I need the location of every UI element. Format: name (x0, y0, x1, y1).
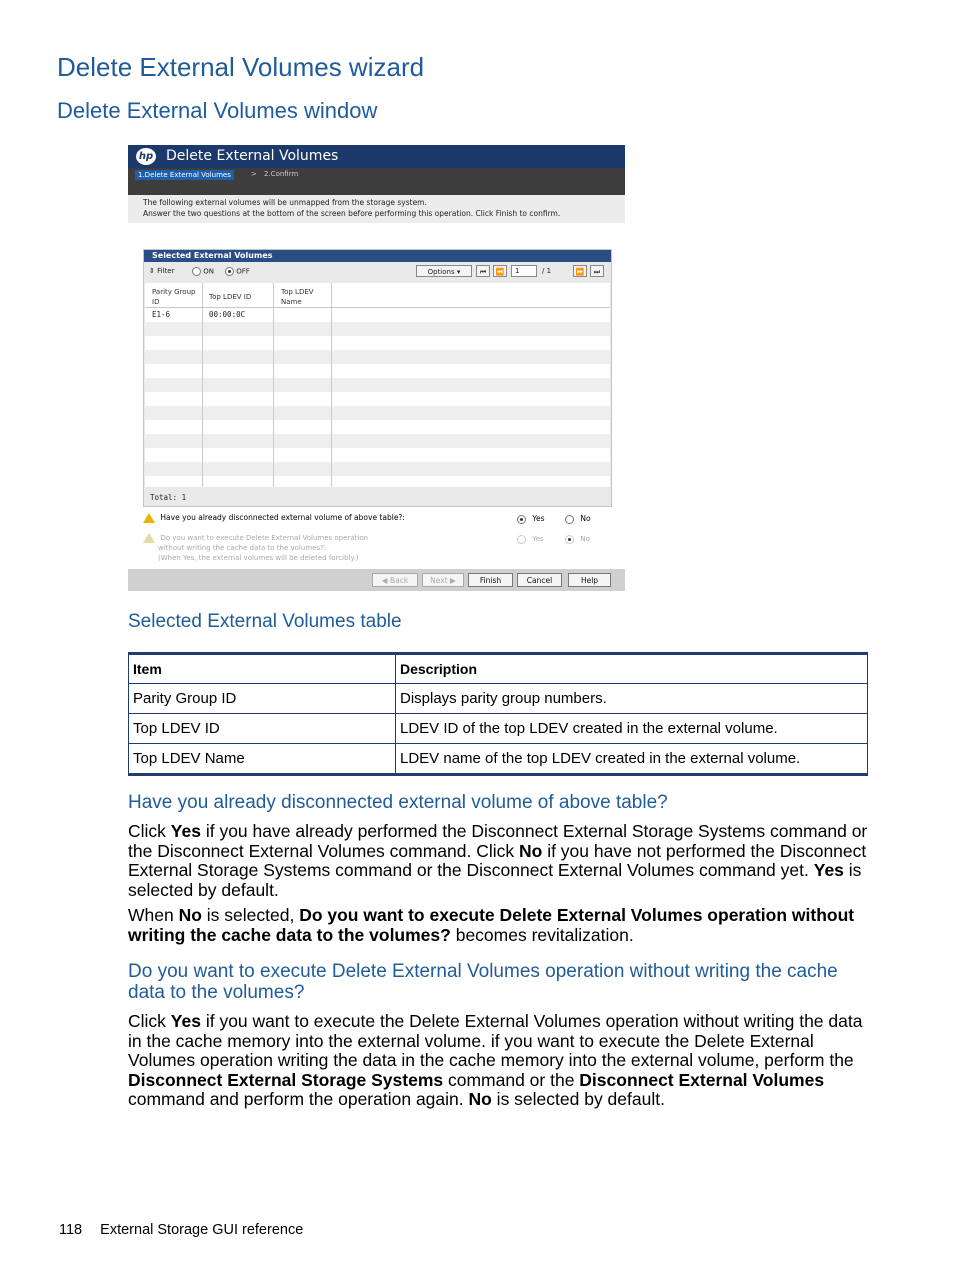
q1-paragraph-1 (128, 822, 868, 900)
filter-on-radio[interactable] (192, 267, 214, 276)
filter-off-label: OFF (236, 267, 250, 276)
panel-title: Selected External Volumes (144, 250, 611, 262)
panel-toolbar (144, 263, 611, 281)
q1-yes-radio[interactable] (517, 514, 545, 524)
help-button[interactable]: Help (568, 573, 611, 587)
footer-text: External Storage GUI reference (100, 1222, 304, 1238)
next-label: Next (430, 576, 448, 585)
bold-text: Do you want to execute Delete External Volumes operation without writing the cache data to the volumes? (128, 905, 855, 945)
page-number: 118 (59, 1222, 83, 1238)
back-icon: ◀ (381, 576, 388, 585)
q1-heading: Have you already disconnected external volume of above table? (128, 792, 668, 813)
description-cell: LDEV name of the top LDEV created in the external volume. (396, 744, 868, 775)
q2-yes-radio[interactable] (517, 534, 544, 544)
page-count: / 1 (542, 267, 552, 275)
header-top-ldev-id[interactable]: Top LDEV ID (209, 293, 252, 301)
cell-top-ldev-id: 00:00:0C (209, 310, 246, 319)
radio-icon (565, 515, 574, 524)
filter-toggle[interactable] (149, 267, 174, 275)
header-description: Description (396, 654, 868, 684)
question-2-line-2: without writing the cache data to the volumes?: (158, 544, 327, 552)
header-top-ldev-name[interactable]: Top LDEV Name (281, 288, 314, 306)
radio-selected-icon (517, 515, 526, 524)
delete-external-volumes-dialog (128, 145, 625, 591)
step-separator: > (251, 170, 257, 178)
finish-button[interactable]: Finish (468, 573, 513, 587)
dialog-footer (128, 569, 625, 591)
text: if you have not performed the Disconnect External Storage Systems command or the Disconnect External Volumes command yet. (128, 840, 867, 880)
q1-no-radio[interactable] (565, 514, 591, 524)
page-number-input[interactable]: 1 (511, 265, 537, 277)
table-row (129, 714, 868, 744)
reference-table (128, 652, 868, 776)
column-divider (203, 283, 274, 487)
column-divider (145, 283, 203, 487)
q2-yes-label: Yes (532, 535, 544, 543)
bold-text: Disconnect External Storage Systems (128, 1069, 444, 1090)
text: is selected, (201, 905, 300, 925)
q1-no-label: No (580, 514, 591, 523)
warning-icon (143, 533, 155, 543)
filter-label: Filter (157, 267, 175, 275)
radio-icon (192, 267, 201, 276)
bold-text: Disconnect External Volumes (579, 1069, 825, 1090)
info-line-2: Answer the two questions at the bottom of the screen before performing this operation. Click Finish to confirm. (143, 209, 561, 218)
item-cell: Top LDEV Name (129, 744, 396, 775)
section-title: Delete External Volumes window (57, 98, 378, 123)
bold-text: Yes (813, 860, 844, 880)
info-line-1: The following external volumes will be unmapped from the storage system. (143, 198, 427, 207)
filter-off-radio[interactable] (225, 267, 250, 276)
text: is selected by default. (491, 1089, 665, 1109)
next-page-button[interactable] (573, 265, 587, 277)
dialog-body (128, 223, 625, 569)
page-footer (59, 1222, 303, 1238)
header-item: Item (129, 654, 396, 684)
volumes-grid (145, 283, 610, 487)
prev-page-icon: ⏪ (495, 268, 505, 276)
cancel-button[interactable]: Cancel (517, 573, 562, 587)
description-cell: LDEV ID of the top LDEV created in the external volume. (396, 714, 868, 744)
next-icon: ▶ (450, 576, 456, 585)
header-parity-group-id[interactable]: Parity Group ID (152, 288, 196, 306)
q1-yes-label: Yes (532, 514, 545, 523)
back-button[interactable] (372, 573, 418, 587)
radio-selected-icon (565, 535, 574, 544)
question-2-line-3: (When Yes, the external volumes will be deleted forcibly.) (158, 554, 359, 562)
description-cell: Displays parity group numbers. (396, 684, 868, 714)
first-page-button[interactable] (476, 265, 490, 277)
q2-no-label: No (580, 535, 590, 543)
question-1-text: Have you already disconnected external volume of above table?: (160, 513, 405, 522)
bold-text: Yes (170, 821, 201, 841)
text: if you have already performed the Disconnect External Storage Systems command or the Disconnect External Volumes command. Click (128, 821, 868, 861)
bold-text: No (468, 1089, 492, 1109)
table-header-row (129, 654, 868, 684)
radio-selected-icon (225, 267, 234, 276)
text: command or the (443, 1069, 580, 1090)
radio-icon (517, 535, 526, 544)
dialog-info (128, 195, 625, 223)
step-active[interactable]: 1.Delete External Volumes (135, 170, 234, 180)
bold-text: No (519, 840, 543, 861)
q2-no-radio[interactable] (565, 534, 590, 544)
dialog-title-bar (128, 145, 625, 168)
text: When (128, 905, 179, 925)
text: if you want to execute the Delete External Volumes operation without writing the data in the cache memory into the external volume. if you want to execute the Delete External Volumes operation writing the data in the cache memory into the external volume, perform the (128, 1011, 863, 1070)
filter-icon: ⇕ (149, 267, 155, 275)
text: is selected by default. (128, 860, 862, 900)
back-label: Back (389, 576, 409, 585)
options-label: Options (427, 268, 455, 276)
text: command and perform the operation again. (128, 1089, 469, 1109)
q2-heading: Do you want to execute Delete External Volumes operation without writing the cache data to the volumes? (128, 961, 838, 1003)
text: becomes revitalization. (450, 924, 634, 945)
total-count: Total: 1 (150, 493, 187, 502)
item-cell: Parity Group ID (129, 684, 396, 714)
question-2-line-1: Do you want to execute Delete External Volumes operation (160, 534, 369, 542)
first-page-icon: ⏮ (479, 268, 487, 276)
next-page-icon: ⏩ (575, 268, 585, 276)
cell-parity-group-id: E1-6 (152, 310, 171, 319)
column-divider (274, 283, 332, 487)
question-1 (143, 513, 405, 523)
warning-icon (143, 513, 155, 523)
table-row (129, 684, 868, 714)
hp-logo-icon: hp (136, 148, 156, 165)
q2-paragraph-1 (128, 1012, 868, 1110)
dialog-title: Delete External Volumes (166, 148, 339, 164)
bold-text: Yes (170, 1011, 201, 1031)
text: Click (128, 821, 171, 841)
question-2 (143, 533, 368, 543)
bold-text: No (178, 905, 202, 925)
q1-paragraph-2 (128, 906, 868, 945)
selected-external-volumes-panel (143, 249, 612, 507)
wizard-steps (128, 168, 625, 195)
prev-page-button[interactable] (493, 265, 507, 277)
next-button[interactable] (422, 573, 464, 587)
chevron-down-icon: ▾ (456, 268, 461, 276)
last-page-button[interactable] (590, 265, 604, 277)
options-button[interactable] (416, 265, 472, 277)
table-section-heading: Selected External Volumes table (128, 611, 402, 632)
filter-on-label: ON (203, 267, 214, 276)
last-page-icon: ⏭ (593, 268, 601, 276)
text: Click (128, 1011, 171, 1031)
step-confirm: 2.Confirm (264, 170, 299, 178)
page-title: Delete External Volumes wizard (57, 52, 425, 82)
item-cell: Top LDEV ID (129, 714, 396, 744)
table-row (129, 744, 868, 775)
